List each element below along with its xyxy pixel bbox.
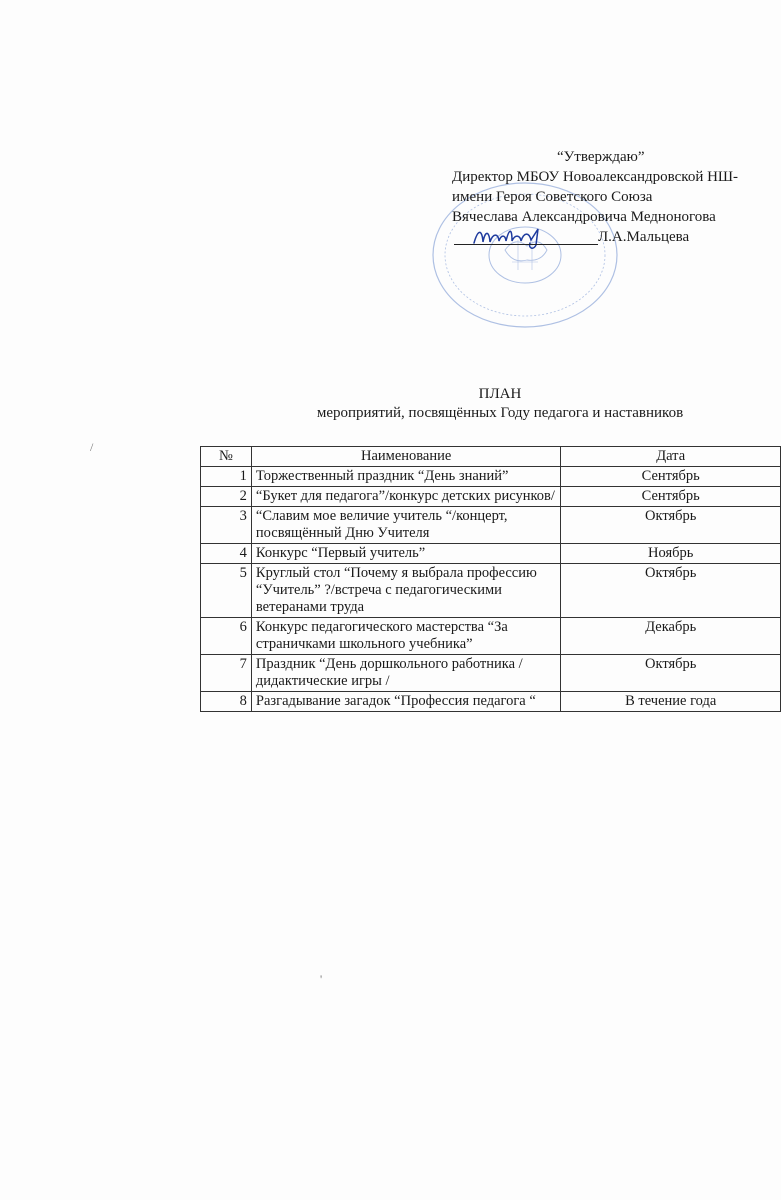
row-date: В течение года xyxy=(561,692,781,712)
signature-line xyxy=(452,227,781,249)
approval-block xyxy=(452,147,781,249)
scan-speck: ' xyxy=(320,972,323,986)
row-date: Ноябрь xyxy=(561,544,781,564)
plan-table xyxy=(200,446,781,712)
row-num: 3 xyxy=(201,507,252,544)
row-num: 2 xyxy=(201,487,252,507)
row-name: Круглый стол “Почему я выбрала профессию “Учитель” ?/встреча с педагогическими ветеранами труда xyxy=(251,564,560,618)
plan-subtitle: мероприятий, посвящённых Году педагога и наставников xyxy=(316,405,684,421)
header-date: Дата xyxy=(561,447,781,467)
approval-title: “Утверждаю” xyxy=(557,149,645,165)
table-row xyxy=(201,655,781,692)
row-num: 7 xyxy=(201,655,252,692)
table-row xyxy=(201,487,781,507)
table-row xyxy=(201,692,781,712)
table-header-row xyxy=(201,447,781,467)
plan-title: ПЛАН xyxy=(478,386,522,402)
row-date: Сентябрь xyxy=(561,487,781,507)
signer-name: Л.А.Мальцева xyxy=(598,229,690,245)
approval-line: Директор МБОУ Новоалександровской НШ- xyxy=(452,169,739,185)
row-name: Конкурс педагогического мастерства “За страничками школьного учебника” xyxy=(251,618,560,655)
row-name: Разгадывание загадок “Профессия педагога “ xyxy=(251,692,560,712)
row-name: “Букет для педагога”/конкурс детских рисунков/ xyxy=(251,487,560,507)
header-name: Наименование xyxy=(251,447,560,467)
table-row xyxy=(201,507,781,544)
row-num: 8 xyxy=(201,692,252,712)
row-date: Октябрь xyxy=(561,507,781,544)
table-row xyxy=(201,564,781,618)
row-name: “Славим мое величие учитель “/концерт, посвящённый Дню Учителя xyxy=(251,507,560,544)
row-name: Праздник “День доршкольного работника /дидактические игры / xyxy=(251,655,560,692)
approval-line: имени Героя Советского Союза xyxy=(452,189,653,205)
row-date: Октябрь xyxy=(561,564,781,618)
row-num: 4 xyxy=(201,544,252,564)
signature-underline xyxy=(454,244,598,245)
row-num: 5 xyxy=(201,564,252,618)
header-num: № xyxy=(201,447,252,467)
row-name: Торжественный праздник “День знаний” xyxy=(251,467,560,487)
row-date: Сентябрь xyxy=(561,467,781,487)
scan-speck: / xyxy=(90,440,94,454)
table-row xyxy=(201,544,781,564)
table-row xyxy=(201,467,781,487)
row-num: 6 xyxy=(201,618,252,655)
row-date: Октябрь xyxy=(561,655,781,692)
row-name: Конкурс “Первый учитель” xyxy=(251,544,560,564)
row-num: 1 xyxy=(201,467,252,487)
table-row xyxy=(201,618,781,655)
row-date: Декабрь xyxy=(561,618,781,655)
approval-line: Вячеслава Александровича Медноногова xyxy=(452,209,716,225)
